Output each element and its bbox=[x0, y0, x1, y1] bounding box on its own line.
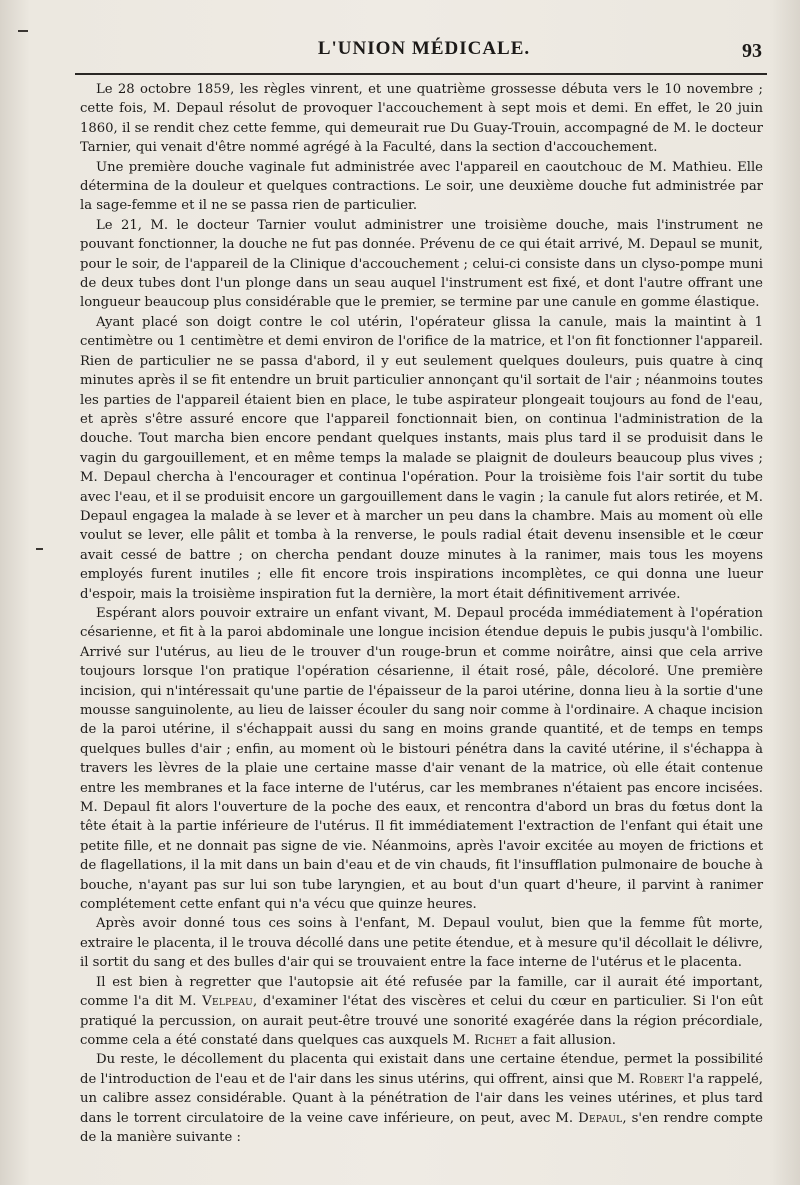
paragraph-4: Ayant placé son doigt contre le col utérin, l'opérateur glissa la canule, mais la maintint à 1 centimètre ou 1 centimètre et demi environ de l'orifice de la matrice, et l'on fit fonctionner l'appareil. Rien de particulier ne se passa d'abord, il y eut seulement quelques douleurs, puis quatre à cinq minutes après il se fit entendre un bruit particulier annonçant qu'il sortait de l'air ; néanmoins toutes les parties de l'appareil étaient bien en place, le tube aspirateur plongeait toujours au fond de l'eau, et après s'être assuré encore que l'appareil fonctionnait bien, on continua l'administration de la douche. Tout marcha bien encore pendant quelques instants, mais plus tard il se produisit dans le vagin du gargouillement, et en même temps la malade se plaignit de douleurs beaucoup plus vives ; M. Depaul chercha à l'encourager et continua l'opération. Pour la troisième fois l'air sortit du tube avec l'eau, et il se produisit encore un gargouillement dans le vagin ; la canule fut alors retirée, et M. Depaul engagea la malade à se lever et à marcher un peu dans la chambre. Mais au moment où elle voulut se lever, elle pâlit et tomba à la renverse, le pouls radial était devenu insensible et le cœur avait cessé de battre ; on chercha pendant douze minutes à la ranimer, mais tous les moyens employés furent inutiles ; elle fit encore trois inspirations incomplètes, ce qui donna une lueur d'espoir, mais la troisième inspiration fut la dernière, la mort était définitivement arrivée. bbox=[80, 314, 763, 602]
paragraph-5: Espérant alors pouvoir extraire un enfant vivant, M. Depaul procéda immédiatement à l'opération césarienne, et fit à la paroi abdominale une longue incision étendue depuis le pubis jusqu'à l'ombilic. Arrivé sur l'utérus, au lieu de le trouver d'un rouge-brun et comme noirâtre, ainsi que cela arrive toujours lorsque l'on pratique l'opération césarienne, il était rosé, pâle, décoloré. Une première incision, qui n'intéressait qu'une partie de l'épaisseur de la paroi utérine, donna lieu à la sortie d'une mousse sanguinolente, au lieu de laisser écouler du sang noir comme à l'ordinaire. A chaque incision de la paroi utérine, il s'échappait aussi du sang en moins grande quantité, et de temps en temps quelques bulles d'air ; enfin, au moment où le bistouri pénétra dans la cavité utérine, il s'échappa à travers les lèvres de la plaie une certaine masse d'air venant de la matrice, où elle était contenue entre les membranes et la face interne de l'utérus, car les membranes n'étaient pas encore incisées. M. Depaul fit alors l'ouverture de la poche des eaux, et rencontra d'abord un bras du fœtus dont la tête était à la partie inférieure de l'utérus. Il fit immédiatement l'extraction de l'enfant qui était une petite fille, et ne donnait pas signe de vie. Néanmoins, après l'avoir excitée au moyen de frictions et de flagellations, il la mit dans un bain d'eau et de vin chauds, fit l'insufflation pulmonaire de bouche à bouche, n'ayant pas sur lui son tube laryngien, et au bout d'un quart d'heure, il parvint à ranimer complétement cette enfant qui n'a vécu que quinze heures. bbox=[80, 605, 763, 913]
paragraph-8-text-b: l'a rappelé, un calibre assez considérable. Quant à la pénétration de l'air dans les veines utérines, et plus tard dans le torrent circulatoire de la veine cave inférieure, on peut, avec M. bbox=[80, 1071, 763, 1126]
paragraph-8-text-c: , s'en rendre compte de la manière suivante : bbox=[80, 1110, 763, 1145]
margin-mark bbox=[36, 548, 43, 550]
author-name-velpeau: Velpeau bbox=[202, 994, 254, 1010]
corner-mark bbox=[18, 30, 28, 32]
author-name-richet: Richet bbox=[474, 1032, 517, 1048]
paragraph-7-text-b: , d'examiner l'état des viscères et celui du cœur en particulier. Si l'on eût pratiqué la percussion, on aurait peut-être trouvé une sonorité exagérée dans la région précordiale, comme cela a été constaté dans quelques cas auxquels M. bbox=[80, 994, 763, 1048]
paragraph-7-text-a: Il est bien à regretter que l'autopsie ait été refusée par la famille, car il aurait été important, comme l'a dit M. bbox=[80, 974, 763, 1010]
author-name-robert: Robert bbox=[638, 1071, 684, 1087]
paragraph-1: Le 28 octobre 1859, les règles vinrent, et une quatrième grossesse débuta vers le 10 novembre ; cette fois, M. Depaul résolut de provoquer l'accouchement à sept mois et demi. En effet, le 20 juin 1860, il se rendit chez cette femme, qui demeurait rue Du Guay-Trouin, accompagné de M. le docteur Tarnier, qui venait d'être nommé agrégé à la Faculté, dans la section d'accouchement. bbox=[80, 82, 763, 156]
author-name-depaul: Depaul bbox=[578, 1110, 623, 1126]
paragraph-7 bbox=[80, 973, 763, 1051]
paragraph-2: Une première douche vaginale fut administrée avec l'appareil en caoutchouc de M. Mathieu. Elle détermina de la douleur et quelques contractions. Le soir, une deuxième douche fut administrée par la sage-femme et il ne se passa rien de particulier. bbox=[80, 159, 763, 214]
paragraph-8 bbox=[80, 1050, 763, 1147]
paragraph-7-text-c: a fait allusion. bbox=[516, 1032, 616, 1048]
paragraph-6: Après avoir donné tous ces soins à l'enfant, M. Depaul voulut, bien que la femme fût morte, extraire le placenta, il le trouva décollé dans une petite étendue, et à mesure qu'il décollait le délivre, il sortit du sang et des bulles d'air qui se trouvaient entre la face interne de l'utérus et le placenta. bbox=[80, 916, 763, 971]
running-title: L'UNION MÉDICALE. bbox=[317, 38, 531, 59]
page-header bbox=[78, 38, 770, 68]
article-body bbox=[80, 80, 763, 1147]
header-rule bbox=[75, 73, 767, 75]
page-number: 93 bbox=[742, 40, 762, 62]
paragraph-3: Le 21, M. le docteur Tarnier voulut administrer une troisième douche, mais l'instrument ne pouvant fonctionner, la douche ne fut pas donnée. Prévenu de ce qui était arrivé, M. Depaul se munit, pour le soir, de l'appareil de la Clinique d'accouchement ; celui-ci consiste dans un clyso-pompe muni de deux tubes dont l'un plonge dans un seau auquel l'instrument est fixé, et dont l'autre offrant une longueur beaucoup plus considérable que le premier, se termine par une canule en gomme élastique. bbox=[80, 217, 763, 311]
paragraph-8-text-a: Du reste, le décollement du placenta qui existait dans une certaine étendue, permet la possibilité de l'introduction de l'eau et de l'air dans les sinus utérins, qui offrent, ainsi que M. bbox=[80, 1052, 763, 1087]
